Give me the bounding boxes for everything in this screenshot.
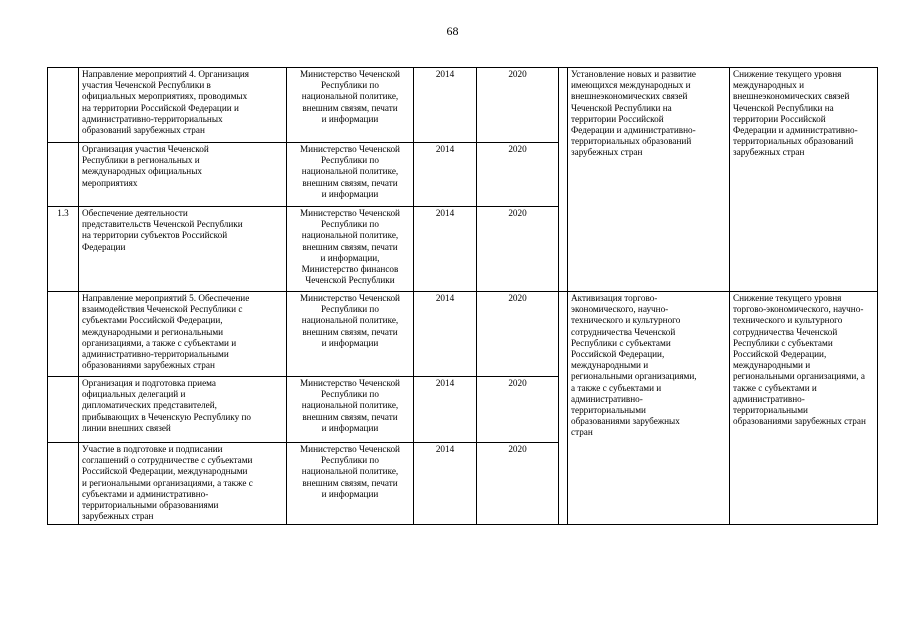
row-number-cell bbox=[48, 292, 79, 377]
expected-result-line: зарубежных стран bbox=[571, 147, 643, 158]
executor-line: Чеченской Республики bbox=[305, 275, 395, 286]
end-year-cell: 2020 bbox=[477, 68, 559, 143]
expected-result-line: территориальных образований bbox=[571, 136, 692, 147]
end-year-cell: 2020 bbox=[477, 292, 559, 377]
executor-line: Республики по bbox=[321, 219, 379, 230]
consequence-line: международных и bbox=[733, 80, 804, 91]
measure-name-line: Организация и подготовка приема bbox=[82, 378, 216, 388]
measure-name-line: административно-территориальных bbox=[82, 113, 223, 124]
end-year-cell: 2020 bbox=[477, 143, 559, 207]
executor-line: Республики по bbox=[321, 389, 379, 400]
consequence-cell bbox=[730, 68, 878, 292]
executor-line: Республики по bbox=[321, 304, 379, 315]
table-row bbox=[48, 68, 878, 143]
consequence-line: образованиями зарубежных стран bbox=[733, 416, 866, 427]
start-year-cell: 2014 bbox=[414, 443, 477, 525]
expected-result-line: территориальными bbox=[571, 405, 646, 416]
consequence-line: Снижение текущего уровня bbox=[733, 293, 842, 303]
measure-name-line: на территории субъектов Российской bbox=[82, 230, 228, 241]
executor-cell bbox=[287, 68, 414, 143]
executor-line: Республики по bbox=[321, 455, 379, 466]
expected-result-line: региональными организациями, bbox=[571, 371, 697, 382]
end-year-cell: 2020 bbox=[477, 443, 559, 525]
executor-line: Министерство Чеченской bbox=[300, 293, 400, 303]
consequence-line: сотрудничества Чеченской bbox=[733, 326, 838, 337]
measure-name-cell bbox=[79, 443, 287, 525]
measure-name-line: Направление мероприятий 5. Обеспечение bbox=[82, 293, 250, 303]
measure-name-cell bbox=[79, 377, 287, 443]
page-number: 68 bbox=[446, 24, 459, 38]
executor-line: национальной политике, bbox=[301, 166, 399, 177]
spacer-cell bbox=[559, 68, 568, 292]
expected-result-line: Активизация торгово- bbox=[571, 293, 658, 303]
measure-name-line: Направление мероприятий 4. Организация bbox=[82, 69, 250, 79]
expected-result-line: территории Российской bbox=[571, 113, 664, 124]
measure-name-line: прибывающих в Чеченскую Республику по bbox=[82, 411, 251, 422]
measure-name-line: территориальными образованиями bbox=[82, 500, 219, 511]
measure-name-line: Обеспечение деятельности bbox=[82, 208, 188, 218]
start-year-cell: 2014 bbox=[414, 68, 477, 143]
measure-name-line: линии внешних связей bbox=[82, 422, 171, 433]
executor-line: внешним связям, печати bbox=[302, 411, 398, 422]
expected-result-line: экономического, научно- bbox=[571, 304, 669, 315]
executor-line: Министерство Чеченской bbox=[300, 69, 400, 79]
executor-line: и информации bbox=[321, 337, 379, 348]
expected-result-line: внешнеэкономических связей bbox=[571, 91, 688, 102]
executor-line: Министерство финансов bbox=[301, 264, 399, 275]
executor-line: Министерство Чеченской bbox=[300, 208, 400, 218]
executor-line: внешним связям, печати bbox=[302, 326, 398, 337]
measures-table bbox=[47, 67, 878, 525]
expected-result-cell bbox=[568, 68, 730, 292]
executor-cell bbox=[287, 292, 414, 377]
executor-cell bbox=[287, 443, 414, 525]
row-number-cell bbox=[48, 68, 79, 143]
table-row bbox=[48, 292, 878, 377]
expected-result-line: международными и bbox=[571, 360, 649, 371]
expected-result-line: Федерации и административно- bbox=[571, 125, 696, 136]
expected-result-line: технического и культурного bbox=[571, 315, 681, 326]
consequence-line: Республики с субъектами bbox=[733, 337, 833, 348]
executor-line: Министерство Чеченской bbox=[300, 378, 400, 388]
row-number-cell bbox=[48, 443, 79, 525]
executor-line: и информации bbox=[321, 422, 379, 433]
consequence-cell bbox=[730, 292, 878, 525]
expected-result-line: образованиями зарубежных bbox=[571, 416, 680, 427]
expected-result-line: Установление новых и развитие bbox=[571, 69, 696, 79]
start-year-cell: 2014 bbox=[414, 377, 477, 443]
end-year-cell: 2020 bbox=[477, 377, 559, 443]
consequence-line: территориальных образований bbox=[733, 136, 854, 147]
measure-name-line: официальных делегаций и bbox=[82, 389, 186, 400]
measure-name-line: образованиями зарубежных стран bbox=[82, 360, 215, 371]
expected-result-line: административно- bbox=[571, 393, 643, 404]
executor-line: Республики по bbox=[321, 155, 379, 166]
consequence-line: Снижение текущего уровня bbox=[733, 69, 842, 79]
measure-name-cell bbox=[79, 207, 287, 292]
row-number-cell bbox=[48, 143, 79, 207]
measure-name-line: Республики в региональных и bbox=[82, 155, 200, 166]
start-year-cell: 2014 bbox=[414, 292, 477, 377]
consequence-line: внешнеэкономических связей bbox=[733, 91, 850, 102]
executor-line: и информации bbox=[321, 488, 379, 499]
measure-name-line: международными и региональными bbox=[82, 326, 224, 337]
consequence-line: административно- bbox=[733, 393, 805, 404]
executor-line: национальной политике, bbox=[301, 91, 399, 102]
consequence-line: торгово-экономического, научно- bbox=[733, 304, 864, 315]
executor-line: внешним связям, печати bbox=[302, 102, 398, 113]
executor-line: национальной политике, bbox=[301, 230, 399, 241]
executor-line: Министерство Чеченской bbox=[300, 444, 400, 454]
executor-line: национальной политике, bbox=[301, 466, 399, 477]
measure-name-line: на территории Российской Федерации и bbox=[82, 102, 239, 113]
consequence-line: территориальными bbox=[733, 405, 808, 416]
executor-line: Республики по bbox=[321, 80, 379, 91]
measure-name-line: дипломатических представителей, bbox=[82, 400, 217, 411]
executor-line: и информации, bbox=[320, 252, 380, 263]
expected-result-line: имеющихся международных и bbox=[571, 80, 691, 91]
consequence-line: территории Российской bbox=[733, 113, 826, 124]
measure-name-line: Организация участия Чеченской bbox=[82, 144, 209, 154]
row-number-cell: 1.3 bbox=[48, 207, 79, 292]
executor-line: и информации bbox=[321, 188, 379, 199]
measure-name-line: мероприятиях bbox=[82, 177, 138, 188]
consequence-line: региональными организациями, а bbox=[733, 371, 865, 382]
measure-name-line: Российской Федерации, международными bbox=[82, 466, 248, 477]
end-year-cell: 2020 bbox=[477, 207, 559, 292]
measure-name-line: и региональными организациями, а также с bbox=[82, 477, 253, 488]
row-number-cell bbox=[48, 377, 79, 443]
expected-result-line: Республики с субъектами bbox=[571, 337, 671, 348]
executor-line: внешним связям, печати bbox=[302, 177, 398, 188]
executor-cell bbox=[287, 207, 414, 292]
executor-line: Министерство Чеченской bbox=[300, 144, 400, 154]
measure-name-line: субъектами и административно- bbox=[82, 488, 209, 499]
measure-name-line: организациями, а также с субъектами и bbox=[82, 337, 237, 348]
measure-name-cell bbox=[79, 292, 287, 377]
expected-result-line: сотрудничества Чеченской bbox=[571, 326, 676, 337]
expected-result-line: а также с субъектами и bbox=[571, 382, 662, 393]
spacer-cell bbox=[559, 292, 568, 525]
executor-line: внешним связям, печати bbox=[302, 241, 398, 252]
measure-name-cell bbox=[79, 68, 287, 143]
executor-cell bbox=[287, 143, 414, 207]
executor-line: национальной политике, bbox=[301, 400, 399, 411]
consequence-line: Российской Федерации, bbox=[733, 349, 827, 360]
executor-cell bbox=[287, 377, 414, 443]
consequence-line: международными и bbox=[733, 360, 811, 371]
measure-name-line: представительств Чеченской Республики bbox=[82, 219, 243, 230]
consequence-line: технического и культурного bbox=[733, 315, 843, 326]
executor-line: и информации bbox=[321, 113, 379, 124]
measure-name-line: взаимодействия Чеченской Республики с bbox=[82, 304, 243, 315]
measure-name-line: международных официальных bbox=[82, 166, 202, 177]
measure-name-line: субъектами Российской Федерации, bbox=[82, 315, 223, 326]
measure-name-line: зарубежных стран bbox=[82, 511, 154, 522]
measure-name-line: участия Чеченской Республики в bbox=[82, 80, 211, 91]
expected-result-cell bbox=[568, 292, 730, 525]
consequence-line: также с субъектами и bbox=[733, 382, 817, 393]
expected-result-line: Российской Федерации, bbox=[571, 349, 665, 360]
expected-result-line: Чеченской Республики на bbox=[571, 102, 672, 113]
measure-name-line: административно-территориальными bbox=[82, 349, 229, 360]
measure-name-line: Федерации bbox=[82, 241, 126, 252]
measure-name-line: образований зарубежных стран bbox=[82, 125, 205, 136]
start-year-cell: 2014 bbox=[414, 207, 477, 292]
expected-result-line: стран bbox=[571, 427, 593, 438]
consequence-line: зарубежных стран bbox=[733, 147, 805, 158]
consequence-line: Чеченской Республики на bbox=[733, 102, 834, 113]
consequence-line: Федерации и административно- bbox=[733, 125, 858, 136]
executor-line: внешним связям, печати bbox=[302, 477, 398, 488]
start-year-cell: 2014 bbox=[414, 143, 477, 207]
measure-name-line: Участие в подготовке и подписании bbox=[82, 444, 223, 454]
executor-line: национальной политике, bbox=[301, 315, 399, 326]
measure-name-cell bbox=[79, 143, 287, 207]
measure-name-line: официальных мероприятиях, проводимых bbox=[82, 91, 248, 102]
measure-name-line: соглашений о сотрудничестве с субъектами bbox=[82, 455, 253, 466]
